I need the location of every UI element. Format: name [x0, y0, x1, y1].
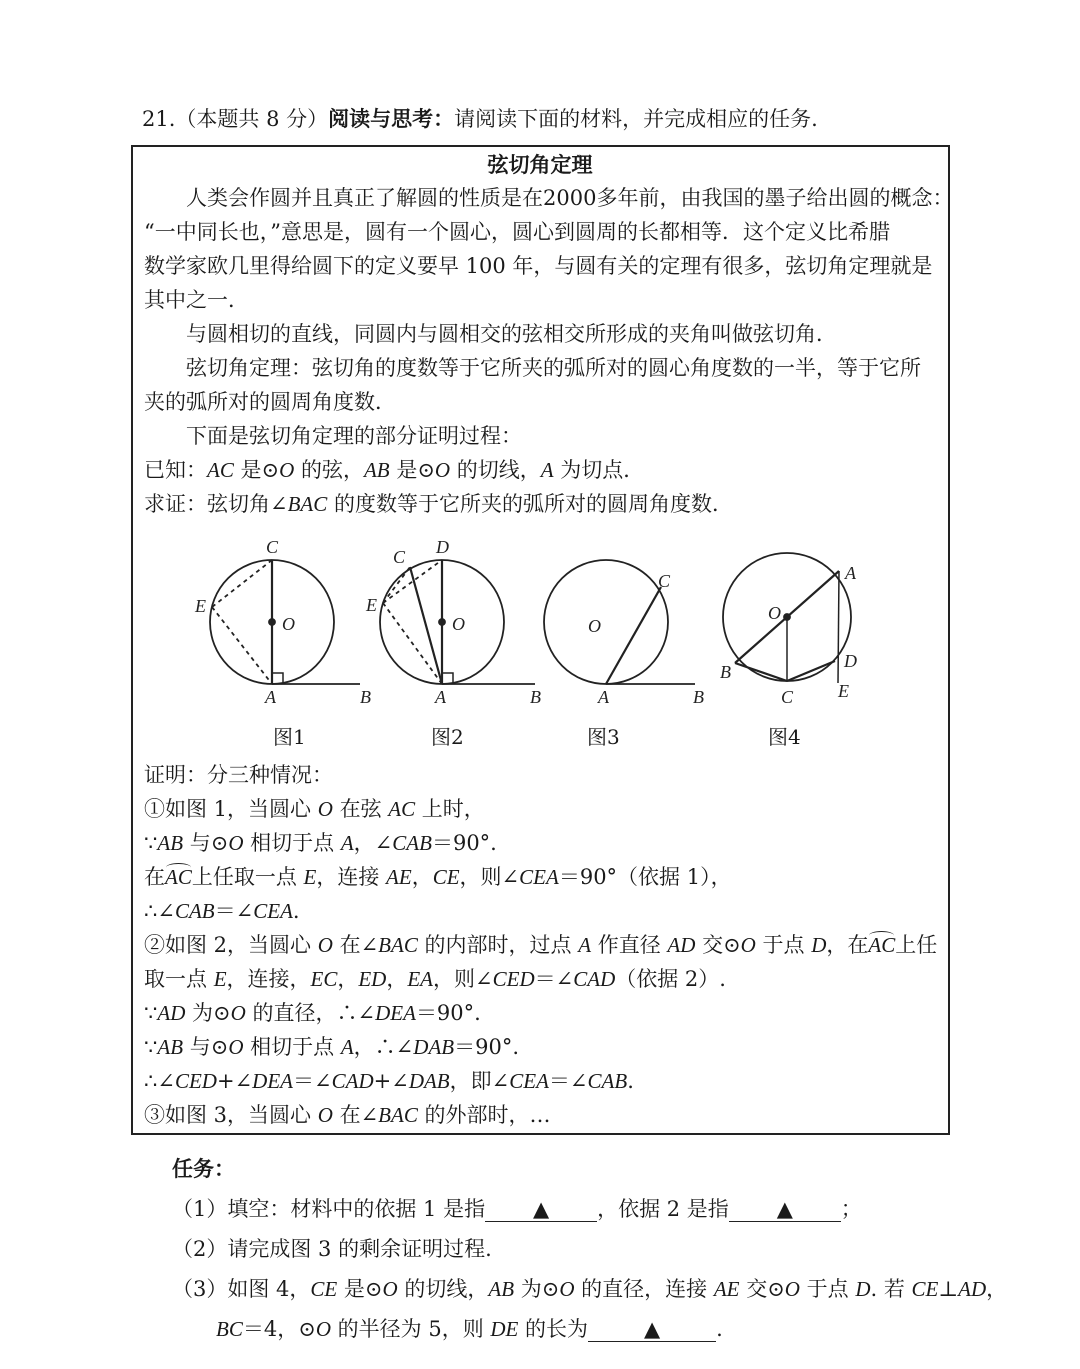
fig2-caption: 图2	[431, 725, 464, 749]
fig4-label-d: D	[844, 651, 857, 671]
case1-line-3: 在AC上任取一点 E，连接 AE，CE，则∠CEA＝90°（依据 1），	[144, 862, 732, 892]
fig4-caption: 图4	[768, 725, 801, 749]
answer-blank-3[interactable]: ▲	[588, 1317, 716, 1342]
fig2-center-dot	[439, 619, 445, 625]
fig3-label-o: O	[588, 616, 601, 636]
fig2-label-a: A	[435, 687, 446, 707]
material-title: 弦切角定理	[487, 152, 593, 177]
figures-area	[190, 535, 890, 755]
case1-line-1: ①如图 1，当圆心 O 在弦 AC 上时，	[144, 797, 485, 821]
figure-3	[544, 560, 704, 707]
fig4-label-a: A	[845, 563, 856, 583]
fig4-center-dot	[784, 614, 790, 620]
fig2-label-c: C	[393, 547, 406, 567]
task-2: （2）请完成图 3 的剩余证明过程.	[172, 1237, 492, 1261]
fig2-chord-ac	[410, 567, 442, 684]
fig4-tangent-ce	[787, 661, 835, 681]
case1-line-2: ∵AB 与⊙O 相切于点 A，∠CAB＝90°.	[144, 831, 497, 855]
intro-line-2: “一中同长也，”意思是，圆有一个圆心，圆心到圆周的长都相等．这个定义比希腊	[144, 220, 890, 244]
prove-line: 求证：弦切角∠BAC 的度数等于它所夹的弧所对的圆周角度数．	[144, 492, 733, 516]
fig2-right-angle	[442, 673, 453, 684]
fig2-label-o: O	[452, 614, 465, 634]
fig2-label-d: D	[436, 537, 449, 557]
fig1-label-c: C	[266, 537, 279, 557]
answer-blank-2[interactable]: ▲	[729, 1197, 841, 1222]
fig1-right-angle	[272, 673, 283, 684]
fig3-label-b: B	[693, 687, 704, 707]
fig1-label-e: E	[195, 596, 206, 616]
fig4-line-ae	[838, 571, 839, 683]
fig3-caption: 图3	[587, 725, 620, 749]
fig2-label-e: E	[366, 595, 377, 615]
question-type: 阅读与思考：	[328, 106, 455, 131]
figure-1	[194, 537, 371, 707]
intro-line-4: 其中之一．	[144, 288, 249, 312]
case1-line-4: ∴∠CAB＝∠CEA.	[144, 899, 300, 923]
theorem-line-2: 夹的弧所对的圆周角度数．	[144, 390, 396, 414]
fig1-label-a: A	[265, 687, 276, 707]
fig1-label-o: O	[282, 614, 295, 634]
answer-blank-1[interactable]: ▲	[485, 1197, 597, 1222]
fig2-ea	[383, 603, 442, 684]
fig4-chord-bc	[735, 663, 787, 681]
fig4-label-c: C	[781, 687, 794, 707]
definition-line: 与圆相切的直线，同圆内与圆相交的弦相交所形成的夹角叫做弦切角．	[186, 322, 837, 346]
intro-line-3: 数学家欧几里得给圆下的定义要早 100 年，与圆有关的定理有很多，弦切角定理就是	[144, 254, 933, 278]
fig3-circle	[544, 560, 668, 684]
case2-line-3: ∵AD 为⊙O 的直径，∴∠DEA＝90°.	[144, 1001, 481, 1025]
case2-line-1: ②如图 2，当圆心 O 在∠BAC 的内部时，过点 A 作直径 AD 交⊙O 于点 D，在AC上任	[144, 930, 937, 960]
theorem-line-1: 弦切角定理：弦切角的度数等于它所夹的弧所对的圆心角度数的一半，等于它所	[186, 356, 921, 380]
figure-4	[720, 553, 857, 707]
fig4-label-b: B	[720, 662, 731, 682]
fig4-label-e: E	[838, 681, 849, 701]
proof-intro: 下面是弦切角定理的部分证明过程：	[186, 424, 522, 448]
arc-ac-2: AC	[868, 930, 895, 960]
question-heading	[142, 104, 818, 134]
proof-heading: 证明：分三种情况：	[144, 763, 333, 787]
fig2-label-b: B	[530, 687, 541, 707]
arc-ac: AC	[165, 862, 192, 892]
fig1-caption: 图1	[273, 725, 306, 749]
tasks-heading: 任务：	[172, 1156, 235, 1181]
figure-2	[365, 537, 541, 707]
task-3-line-1: （3）如图 4，CE 是⊙O 的切线，AB 为⊙O 的直径，连接 AE 交⊙O 于点 D. 若 CE⊥AD，	[172, 1277, 1008, 1301]
case2-line-4: ∵AB 与⊙O 相切于点 A，∴∠DAB＝90°.	[144, 1035, 520, 1059]
task-1: （1）填空：材料中的依据 1 是指 ▲ ，依据 2 是指 ▲ ；	[172, 1197, 862, 1221]
case3-line: ③如图 3，当圆心 O 在∠BAC 的外部时，…	[144, 1103, 551, 1127]
fig3-label-c: C	[658, 571, 671, 591]
fig3-chord-ac	[606, 587, 661, 684]
fig1-label-b: B	[360, 687, 371, 707]
fig3-label-a: A	[598, 687, 609, 707]
case2-line-5: ∴∠CED+∠DEA＝∠CAD+∠DAB，即∠CEA＝∠CAB.	[144, 1069, 634, 1093]
fig4-label-o: O	[768, 603, 781, 623]
question-points: （本题共 8 分）	[175, 107, 329, 131]
fig1-ea	[212, 607, 272, 684]
fig1-center-dot	[269, 619, 275, 625]
question-instruction: 请阅读下面的材料，并完成相应的任务.	[454, 107, 818, 131]
given-line: 已知：AC 是⊙O 的弦，AB 是⊙O 的切线，A 为切点．	[144, 458, 645, 482]
task-3-line-2: BC＝4，⊙O 的半径为 5，则 DE 的长为 ▲ .	[216, 1317, 723, 1341]
case2-line-2: 取一点 E，连接，EC，ED，EA，则∠CED＝∠CAD（依据 2）.	[144, 967, 726, 991]
intro-line-1: 人类会作圆并且真正了解圆的性质是在2000多年前，由我国的墨子给出圆的概念：	[186, 186, 954, 210]
question-number: 21.	[142, 107, 176, 131]
